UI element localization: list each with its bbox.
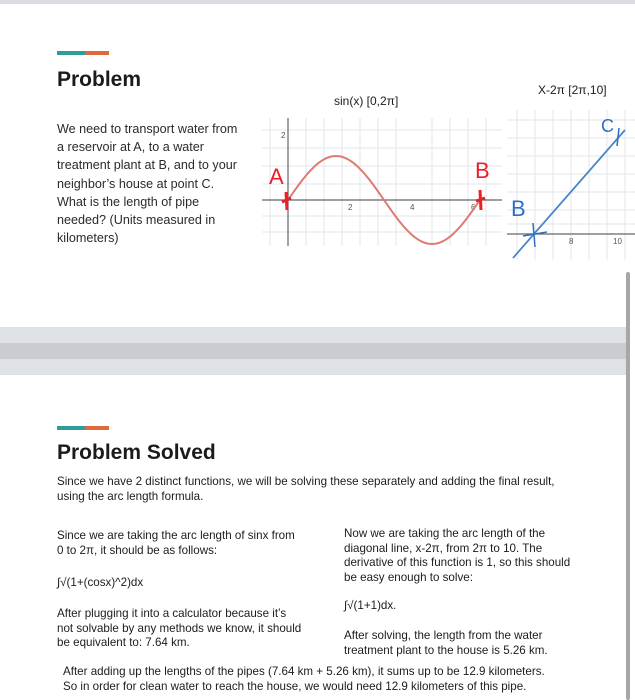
sin-x-tick: 4 [410, 203, 415, 212]
problem-line: We need to transport water from [57, 122, 238, 136]
problem-line: kilometers) [57, 231, 119, 246]
left-line: After plugging it into a calculator because it’s [57, 607, 287, 620]
label-b: B [475, 158, 490, 183]
point-c-marker [617, 128, 619, 146]
conclusion-line: So in order for clean water to reach the house, we would need 12.9 kilometers of this pipe. [63, 679, 527, 693]
accent-teal [57, 426, 85, 430]
right-formula: ∫√(1+1)dx. [344, 599, 397, 612]
label-c: C [601, 116, 614, 136]
section-divider [0, 327, 627, 375]
line-x-tick: 10 [613, 237, 622, 246]
right-line: treatment plant to the house is 5.26 km. [344, 643, 548, 657]
line-graph [507, 110, 635, 260]
accent-orange [85, 426, 109, 430]
line-graph-caption: X-2π [2π,10] [538, 83, 607, 97]
accent-teal [57, 51, 85, 55]
sin-x-tick: 2 [348, 203, 353, 212]
right-line: After solving, the length from the water [344, 629, 543, 642]
left-line: Since we are taking the arc length of sinx from [57, 529, 295, 542]
intro-line: using the arc length formula. [57, 489, 204, 503]
conclusion [63, 665, 545, 694]
top-border [0, 0, 635, 4]
problem-text [57, 120, 237, 247]
left-column-result [57, 607, 327, 651]
sin-graph [262, 118, 502, 246]
sin-x-tick: 6 [471, 203, 476, 212]
left-formula: ∫√(1+(cosx)^2)dx [57, 576, 144, 589]
problem-title: Problem [57, 68, 142, 91]
right-line: diagonal line, x-2π, from 2π to 10. The [344, 541, 543, 555]
sin-graph-grid [262, 118, 502, 246]
right-line: Now we are taking the arc length of the [344, 527, 546, 540]
label-a: A [269, 164, 284, 189]
left-line: be equivalent to: 7.64 km. [57, 636, 190, 650]
point-a-marker [282, 192, 291, 210]
right-column-intro [344, 527, 604, 585]
sin-graph-caption: sin(x) [0,2π] [334, 94, 399, 108]
conclusion-line: After adding up the lengths of the pipes (7.64 km + 5.26 km), it sums up to be 12.9 kilometers. [63, 665, 545, 678]
line-x-tick: 8 [569, 237, 574, 246]
problem-line: needed? (Units measured in [57, 213, 216, 228]
solved-intro [57, 475, 555, 504]
problem-line: What is the length of pipe [57, 194, 200, 209]
intro-line: Since we have 2 distinct functions, we will be solving these separately and adding the final result, [57, 475, 555, 488]
accent-orange [85, 51, 109, 55]
divider-strip [0, 343, 627, 359]
left-column-intro [57, 529, 327, 558]
label-b-line: B [511, 196, 526, 221]
left-line: not solvable by any methods we know, it should [57, 621, 302, 635]
problem-line: treatment plant at B, and to your [57, 158, 237, 173]
right-line: be easy enough to solve: [344, 570, 473, 584]
point-b-marker [476, 190, 485, 210]
solved-title: Problem Solved [57, 441, 216, 464]
right-line: derivative of this function is 1, so this should [344, 556, 571, 570]
section-accent-bar [57, 426, 109, 430]
left-line: 0 to 2π, it should be as follows: [57, 543, 218, 557]
scrollbar[interactable] [626, 272, 630, 700]
sin-y-tick: 2 [281, 131, 286, 140]
problem-line: a reservoir at A, to a water [57, 140, 204, 155]
section-accent-bar [57, 51, 109, 55]
right-column-result [344, 629, 604, 658]
problem-line: neighbor’s house at point C. [57, 176, 215, 191]
